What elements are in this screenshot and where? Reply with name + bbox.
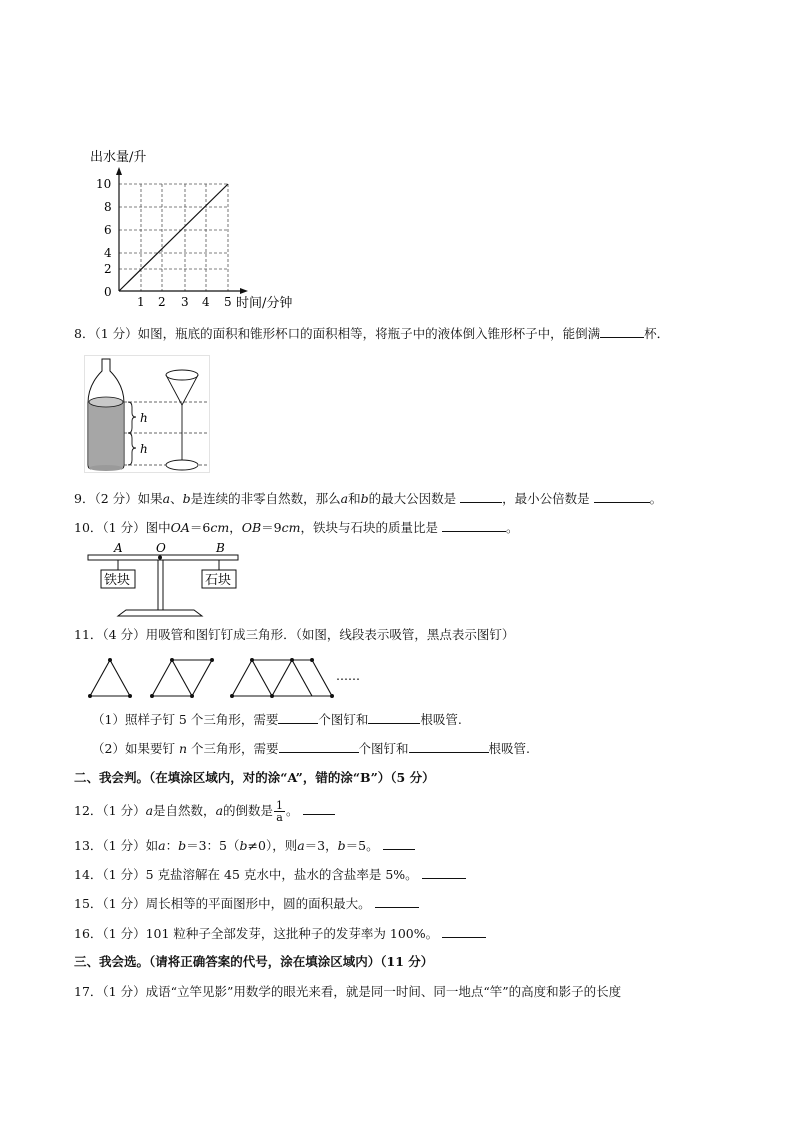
variable-b: b [182,491,191,506]
variable-a: a [145,803,154,818]
question-number: 17． [74,984,103,999]
question-text: ＝9 [261,520,282,535]
answer-blank[interactable] [460,491,502,503]
y-tick-label: 10 [96,177,112,191]
question-number: 12． [74,803,103,818]
question-text: ： [165,838,179,853]
question-text: 、 [170,491,183,506]
segment-ob: OB [241,520,262,535]
question-text: 图中 [145,520,171,535]
question-number: 16． [74,926,103,941]
question-text: 和 [348,491,361,506]
y-tick-label: 2 [104,262,112,276]
question-text: ＝5。 [345,838,379,853]
question-text: 101 粒种子全部发芽，这批种子的发芽率为 100%。 [145,926,439,941]
balance-scale-figure [86,540,246,620]
question-text: ，最小公倍数是 [502,491,590,506]
question-11 [74,627,514,643]
question-score: （1 分） [102,984,146,999]
variable-a: a [158,838,166,853]
question-score: （4 分） [102,627,146,642]
question-text: 个三角形，需要 [191,741,279,756]
question-11-part-1 [92,712,462,728]
answer-blank[interactable] [422,867,466,879]
question-score: （1 分） [102,803,146,818]
question-text: （2）如果要钉 [92,741,175,756]
question-13 [74,838,415,854]
question-text-tail: 。 [286,803,299,818]
question-text: 如果 [137,491,163,506]
variable-b: b [337,838,346,853]
question-8 [74,326,669,342]
question-text-tail: 杯． [644,326,670,341]
unit-cm: cm [210,520,230,535]
variable-b: b [360,491,369,506]
answer-blank[interactable] [409,741,489,753]
data-line [119,184,228,291]
question-text: （1）照样子钉 5 个三角形，需要 [92,712,279,727]
question-score: （1 分） [102,867,146,882]
x-tick-label: 1 [137,295,145,309]
segment-oa: OA [170,520,190,535]
question-score: （1 分） [102,520,146,535]
variable-n: n [178,741,188,756]
question-score: （1 分） [94,326,138,341]
x-tick-label: 5 [224,295,232,309]
question-number: 9． [74,491,95,506]
variable-b: b [239,838,248,853]
point-label-b: B [216,541,225,555]
y-axis-label: 出水量/升 [90,150,147,165]
question-text: 根吸管. [488,741,531,756]
question-text: ，铁块与石块的质量比是 [300,520,438,535]
question-number: 8． [74,326,95,341]
iron-block-label: 铁块 [104,573,131,588]
answer-blank[interactable] [600,326,644,338]
question-text: 根吸管. [420,712,462,727]
question-score: （1 分） [102,838,146,853]
answer-blank[interactable] [279,741,359,753]
question-9 [74,491,662,507]
question-text: ＝3：5（ [186,838,240,853]
stone-block-label: 石块 [205,573,232,588]
x-tick-label: 4 [202,295,210,309]
y-tick-label: 0 [104,285,112,299]
question-16 [74,926,486,942]
question-number: 13． [74,838,103,853]
question-text: ， [229,520,242,535]
question-text: 成语“立竿见影”用数学的眼光来看，就是同一时间、同一地点“竿”的高度和影子的长度 [145,984,622,999]
y-axis-arrow [116,167,122,175]
question-text-tail: 。 [505,520,519,535]
triangles-figure [84,650,374,700]
answer-blank[interactable] [594,491,650,503]
unit-cm: cm [281,520,301,535]
answer-blank[interactable] [442,520,506,532]
question-text: ＝3， [304,838,338,853]
fraction-denominator: a [276,811,283,824]
question-score: （2 分） [94,491,138,506]
question-text: 是自然数， [153,803,216,818]
ellipsis-dots: …… [336,669,360,683]
question-score: （1 分） [102,926,146,941]
question-number: 11． [74,627,103,642]
question-number: 15． [74,896,103,911]
question-17 [74,984,621,1000]
question-number: 14． [74,867,103,882]
answer-blank[interactable] [303,803,335,815]
variable-a: a [297,838,305,853]
question-text: ≠0），则 [247,838,298,853]
variable-a: a [340,491,349,506]
variable-a: a [162,491,171,506]
water-output-graph [84,145,314,315]
x-axis-label: 时间/分钟 [236,296,293,311]
variable-a: a [215,803,224,818]
question-number: 10． [74,520,103,535]
question-text: 的最大公因数是 [368,491,457,506]
question-text: 5 克盐溶解在 45 克水中，盐水的含盐率是 5%。 [145,867,418,882]
question-text: 的倒数是 [223,803,274,818]
question-text: 个图钉和 [358,741,409,756]
question-score: （1 分） [102,896,146,911]
point-label-a: A [114,541,123,555]
question-text: ＝6 [189,520,211,535]
x-tick-label: 3 [181,295,189,309]
question-text: 周长相等的平面图形中，圆的面积最大。 [145,896,371,911]
bottle-and-cone-cup-figure [84,355,214,475]
y-tick-label: 6 [104,223,112,237]
x-axis-arrow [240,288,248,294]
question-15 [74,896,419,912]
question-text: 个图钉和 [318,712,369,727]
point-label-o: O [156,541,166,555]
question-11-part-2 [92,741,530,757]
height-label: h [140,411,148,425]
height-label: h [140,442,148,456]
question-12 [74,800,335,823]
question-text-tail: 。 [649,491,663,506]
question-text: 用吸管和图钉钉成三角形．（如图，线段表示吸管，黑点表示图钉） [145,627,515,642]
answer-blank[interactable] [383,838,415,850]
fraction-numerator: 1 [276,799,284,812]
question-text: 是连续的非零自然数，那么 [190,491,341,506]
y-tick-label: 8 [104,200,112,214]
x-tick-label: 2 [158,295,166,309]
question-14 [74,867,466,883]
question-10 [74,520,518,536]
y-tick-label: 4 [104,246,112,260]
answer-blank[interactable] [278,712,318,724]
fraction-one-over-a [274,800,285,823]
section-heading-3: 三、我会选。（请将正确答案的代号，涂在填涂区域内）（11 分） [74,954,434,969]
question-text: 如 [145,838,159,853]
answer-blank[interactable] [375,896,419,908]
question-text: 如图，瓶底的面积和锥形杯口的面积相等，将瓶子中的液体倒入锥形杯子中，能倒满 [137,326,601,341]
answer-blank[interactable] [368,712,420,724]
section-heading-2: 二、我会判。（在填涂区域内，对的涂“A”，错的涂“B”）（5 分） [74,770,435,785]
variable-b: b [178,838,187,853]
answer-blank[interactable] [442,926,486,938]
